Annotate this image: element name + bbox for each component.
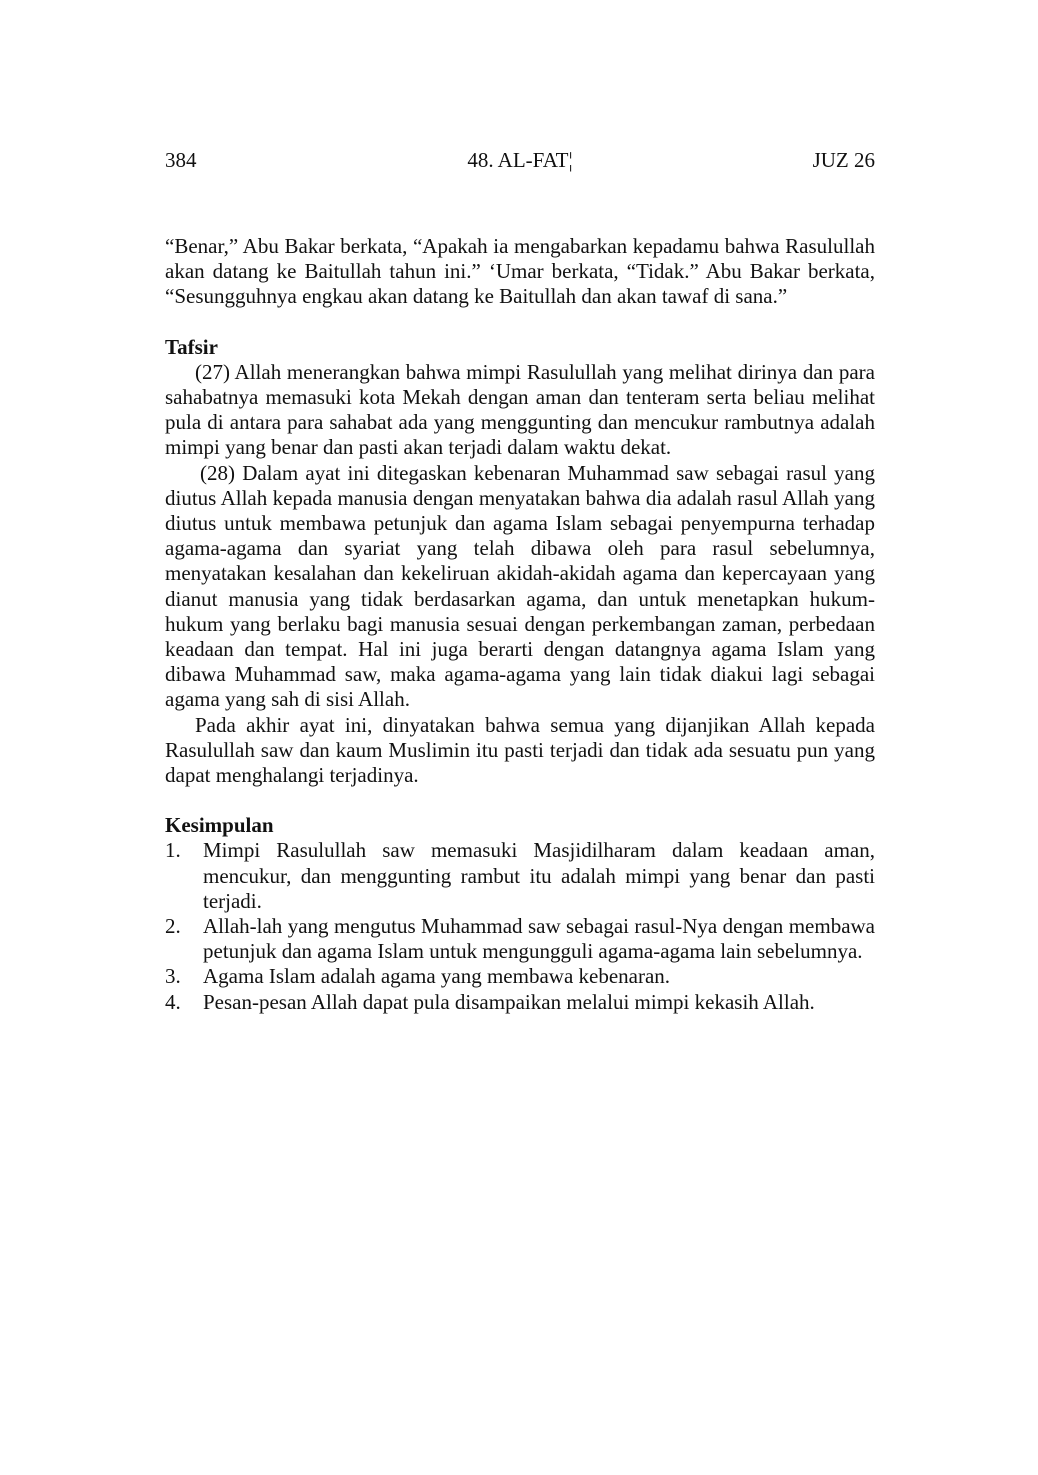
tafsir-paragraph-28: (28) Dalam ayat ini ditegaskan kebenaran Muhammad saw sebagai rasul yang diutus Allah kepada manusia dengan menyatakan bahwa dia adalah rasul Allah yang diutus untuk membawa petunjuk dan agama Islam sebagai penyempurna terhadap agama-agama dan syariat yang telah dibawa oleh para rasul sebelumnya, menyatakan kesalahan dan kekeliruan akidah-akidah agama dan kepercayaan yang dianut manusia yang tidak berdasarkan agama, dan untuk menetapkan hukum-hukum yang berlaku bagi manusia sesuai dengan perkembangan zaman, perbedaan keadaan dan tempat. Hal ini juga berarti dengan datangnya agama Islam yang dibawa Muhammad saw, maka agama-agama yang lain tidak diakui lagi sebagai agama yang sah di sisi Allah. — [165, 460, 875, 712]
list-item — [165, 964, 875, 989]
tafsir-paragraph-closing: Pada akhir ayat ini, dinyatakan bahwa semua yang dijanjikan Allah kepada Rasulullah saw dan kaum Muslimin itu pasti terjadi dan tidak ada sesuatu pun yang dapat menghalangi terjadinya. — [165, 712, 875, 788]
list-item — [165, 838, 875, 914]
juz-label: JUZ 26 — [812, 148, 875, 172]
running-header — [165, 146, 875, 174]
tafsir-heading: Tafsir — [165, 334, 218, 359]
list-item-number: 2. — [165, 914, 181, 939]
section-gap — [165, 788, 875, 813]
list-item-text: Mimpi Rasulullah saw memasuki Masjidilharam dalam keadaan aman, mencukur, dan menggunting rambut itu adalah mimpi yang benar dan pasti terjadi. — [203, 838, 875, 913]
list-item — [165, 914, 875, 964]
chapter-title: 48. AL-FAT¦ — [467, 148, 573, 172]
kesimpulan-list — [165, 838, 875, 1014]
list-item — [165, 990, 875, 1015]
list-item-number: 3. — [165, 964, 181, 989]
section-gap — [165, 310, 875, 335]
list-item-number: 4. — [165, 989, 181, 1014]
tafsir-paragraph-27: (27) Allah menerangkan bahwa mimpi Rasulullah yang melihat dirinya dan para sahabatnya memasuki kota Mekah dengan aman dan tenteram serta beliau melihat pula di antara para sahabat ada yang menggunting dan mencukur rambutnya adalah mimpi yang benar dan pasti akan terjadi dalam waktu dekat. — [165, 359, 875, 460]
page-body — [165, 234, 875, 1015]
intro-paragraph: “Benar,” Abu Bakar berkata, “Apakah ia mengabarkan kepadamu bahwa Rasulullah akan datang ke Baitullah tahun ini.” ‘Umar berkata, “Tidak.” Abu Bakar berkata, “Sesungguhnya engkau akan datang ke Baitullah dan akan tawaf di sana.” — [165, 234, 875, 309]
page-number: 384 — [165, 148, 197, 172]
list-item-text: Pesan-pesan Allah dapat pula disampaikan melalui mimpi kekasih Allah. — [203, 989, 815, 1014]
list-item-number: 1. — [165, 838, 181, 863]
list-item-text: Agama Islam adalah agama yang membawa kebenaran. — [203, 964, 671, 989]
list-item-text: Allah-lah yang mengutus Muhammad saw sebagai rasul-Nya dengan membawa petunjuk dan agama Islam untuk mengungguli agama-agama lain sebelumnya. — [203, 914, 875, 964]
kesimpulan-heading: Kesimpulan — [165, 813, 274, 838]
